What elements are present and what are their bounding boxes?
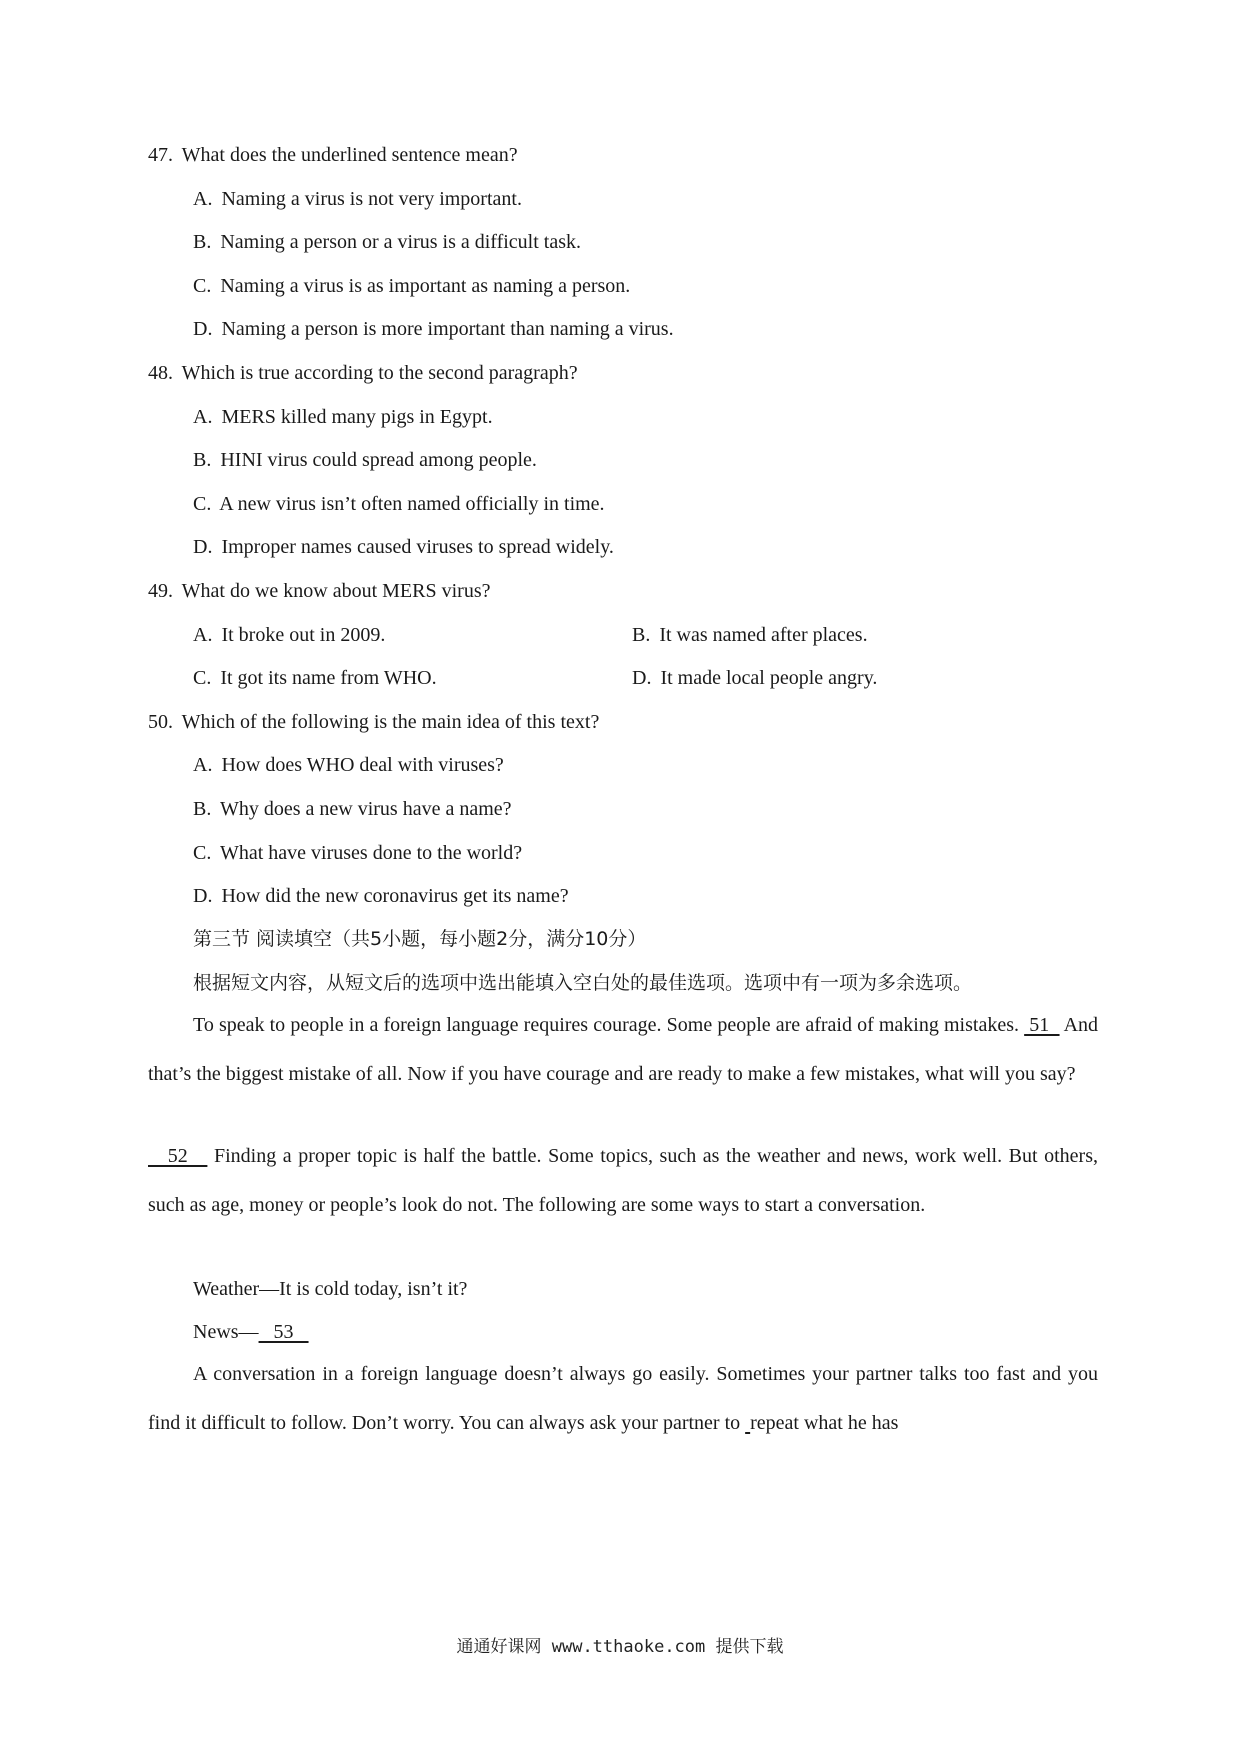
option-49-b [632,622,868,648]
question-stem: What do we know about MERS virus? [181,580,491,602]
option-text: Naming a person is more important than naming a virus. [221,318,674,340]
question-number: 47. [148,144,173,166]
option-text: How does WHO deal with viruses? [221,754,504,776]
option-text: What have viruses done to the world? [219,842,523,864]
question-48 [148,360,578,386]
option-letter: B. [632,624,651,646]
option-letter: D. [193,536,213,558]
option-50-c [193,840,522,866]
option-text: MERS killed many pigs in Egypt. [221,406,493,428]
question-number: 49. [148,580,173,602]
option-text: Improper names caused viruses to spread widely. [221,536,614,558]
blank-53: 53 [258,1321,309,1343]
option-letter: A. [193,188,213,210]
news-example [193,1319,309,1345]
option-49-c [193,665,437,691]
option-text: A new virus isn’t often named officially in time. [219,493,605,515]
option-48-b [193,447,537,473]
option-text: HINI virus could spread among people. [220,449,537,471]
option-text: How did the new coronavirus get its name? [221,885,569,907]
passage-text: To speak to people in a foreign language requires courage. Some people are afraid of making mistakes. [193,1014,1019,1036]
passage-paragraph-3 [148,1350,1098,1448]
option-text: It was named after places. [659,624,868,646]
option-47-d [193,316,674,342]
option-letter: C. [193,493,212,515]
option-47-a [193,186,522,212]
option-47-c [193,273,630,299]
option-letter: D. [632,667,652,689]
passage-paragraph-2 [148,1132,1098,1230]
question-stem: Which is true according to the second paragraph? [181,362,578,384]
option-letter: D. [193,318,213,340]
option-text: Naming a person or a virus is a difficult task. [220,231,582,253]
option-letter: A. [193,406,213,428]
option-48-d [193,534,614,560]
question-number: 50. [148,711,173,733]
option-letter: D. [193,885,213,907]
option-49-a [193,622,385,648]
news-label: News— [193,1321,259,1343]
option-text: It got its name from WHO. [220,667,437,689]
option-text: It broke out in 2009. [221,624,386,646]
passage-text: A conversation in a foreign language doesn’t always go easily. Sometimes your partner talks too fast and you find it difficult to follow. Don’t worry. You can always ask your partner to [148,1363,1098,1434]
option-letter: A. [193,754,213,776]
option-letter: B. [193,798,212,820]
option-letter: C. [193,667,212,689]
weather-example: Weather—It is cold today, isn’t it? [193,1278,468,1300]
option-48-c [193,491,605,517]
option-50-a [193,752,504,778]
option-letter: A. [193,624,213,646]
option-text: Why does a new virus have a name? [219,798,512,820]
question-stem: What does the underlined sentence mean? [181,144,518,166]
option-49-d [632,665,877,691]
option-letter: B. [193,449,212,471]
option-letter: B. [193,231,212,253]
option-50-d [193,883,569,909]
section-instruction: 根据短文内容，从短文后的选项中选出能填入空白处的最佳选项。选项中有一项为多余选项。 [193,972,973,994]
passage-paragraph-1 [148,1001,1098,1099]
option-47-b [193,229,581,255]
section-heading: 第三节 阅读填空（共5小题，每小题2分，满分10分） [193,928,647,950]
question-47 [148,142,518,168]
page-footer: 通通好课网 www.tthaoke.com 提供下载 [456,1637,784,1657]
passage-text: And that’s the biggest mistake of all. Now if you have courage and are ready to make a few mistakes, what will you say? [148,1014,1099,1085]
option-letter: C. [193,842,212,864]
passage-text: Finding a proper topic is half the battle. Some topics, such as the weather and news, work well. But others, such as age, money or people’s look do not. The following are some ways to start a conversation. [148,1145,1098,1216]
question-50 [148,709,599,735]
question-49 [148,578,491,604]
option-48-a [193,404,493,430]
option-text: Naming a virus is as important as naming a person. [220,275,631,297]
option-letter: C. [193,275,212,297]
option-text: It made local people angry. [660,667,878,689]
question-stem: Which of the following is the main idea of this text? [181,711,600,733]
question-number: 48. [148,362,173,384]
option-50-b [193,796,512,822]
passage-text: repeat what he has [750,1412,899,1434]
option-text: Naming a virus is not very important. [221,188,522,210]
blank-51: 51 [1024,1014,1060,1036]
blank-52: 52 [148,1145,208,1167]
